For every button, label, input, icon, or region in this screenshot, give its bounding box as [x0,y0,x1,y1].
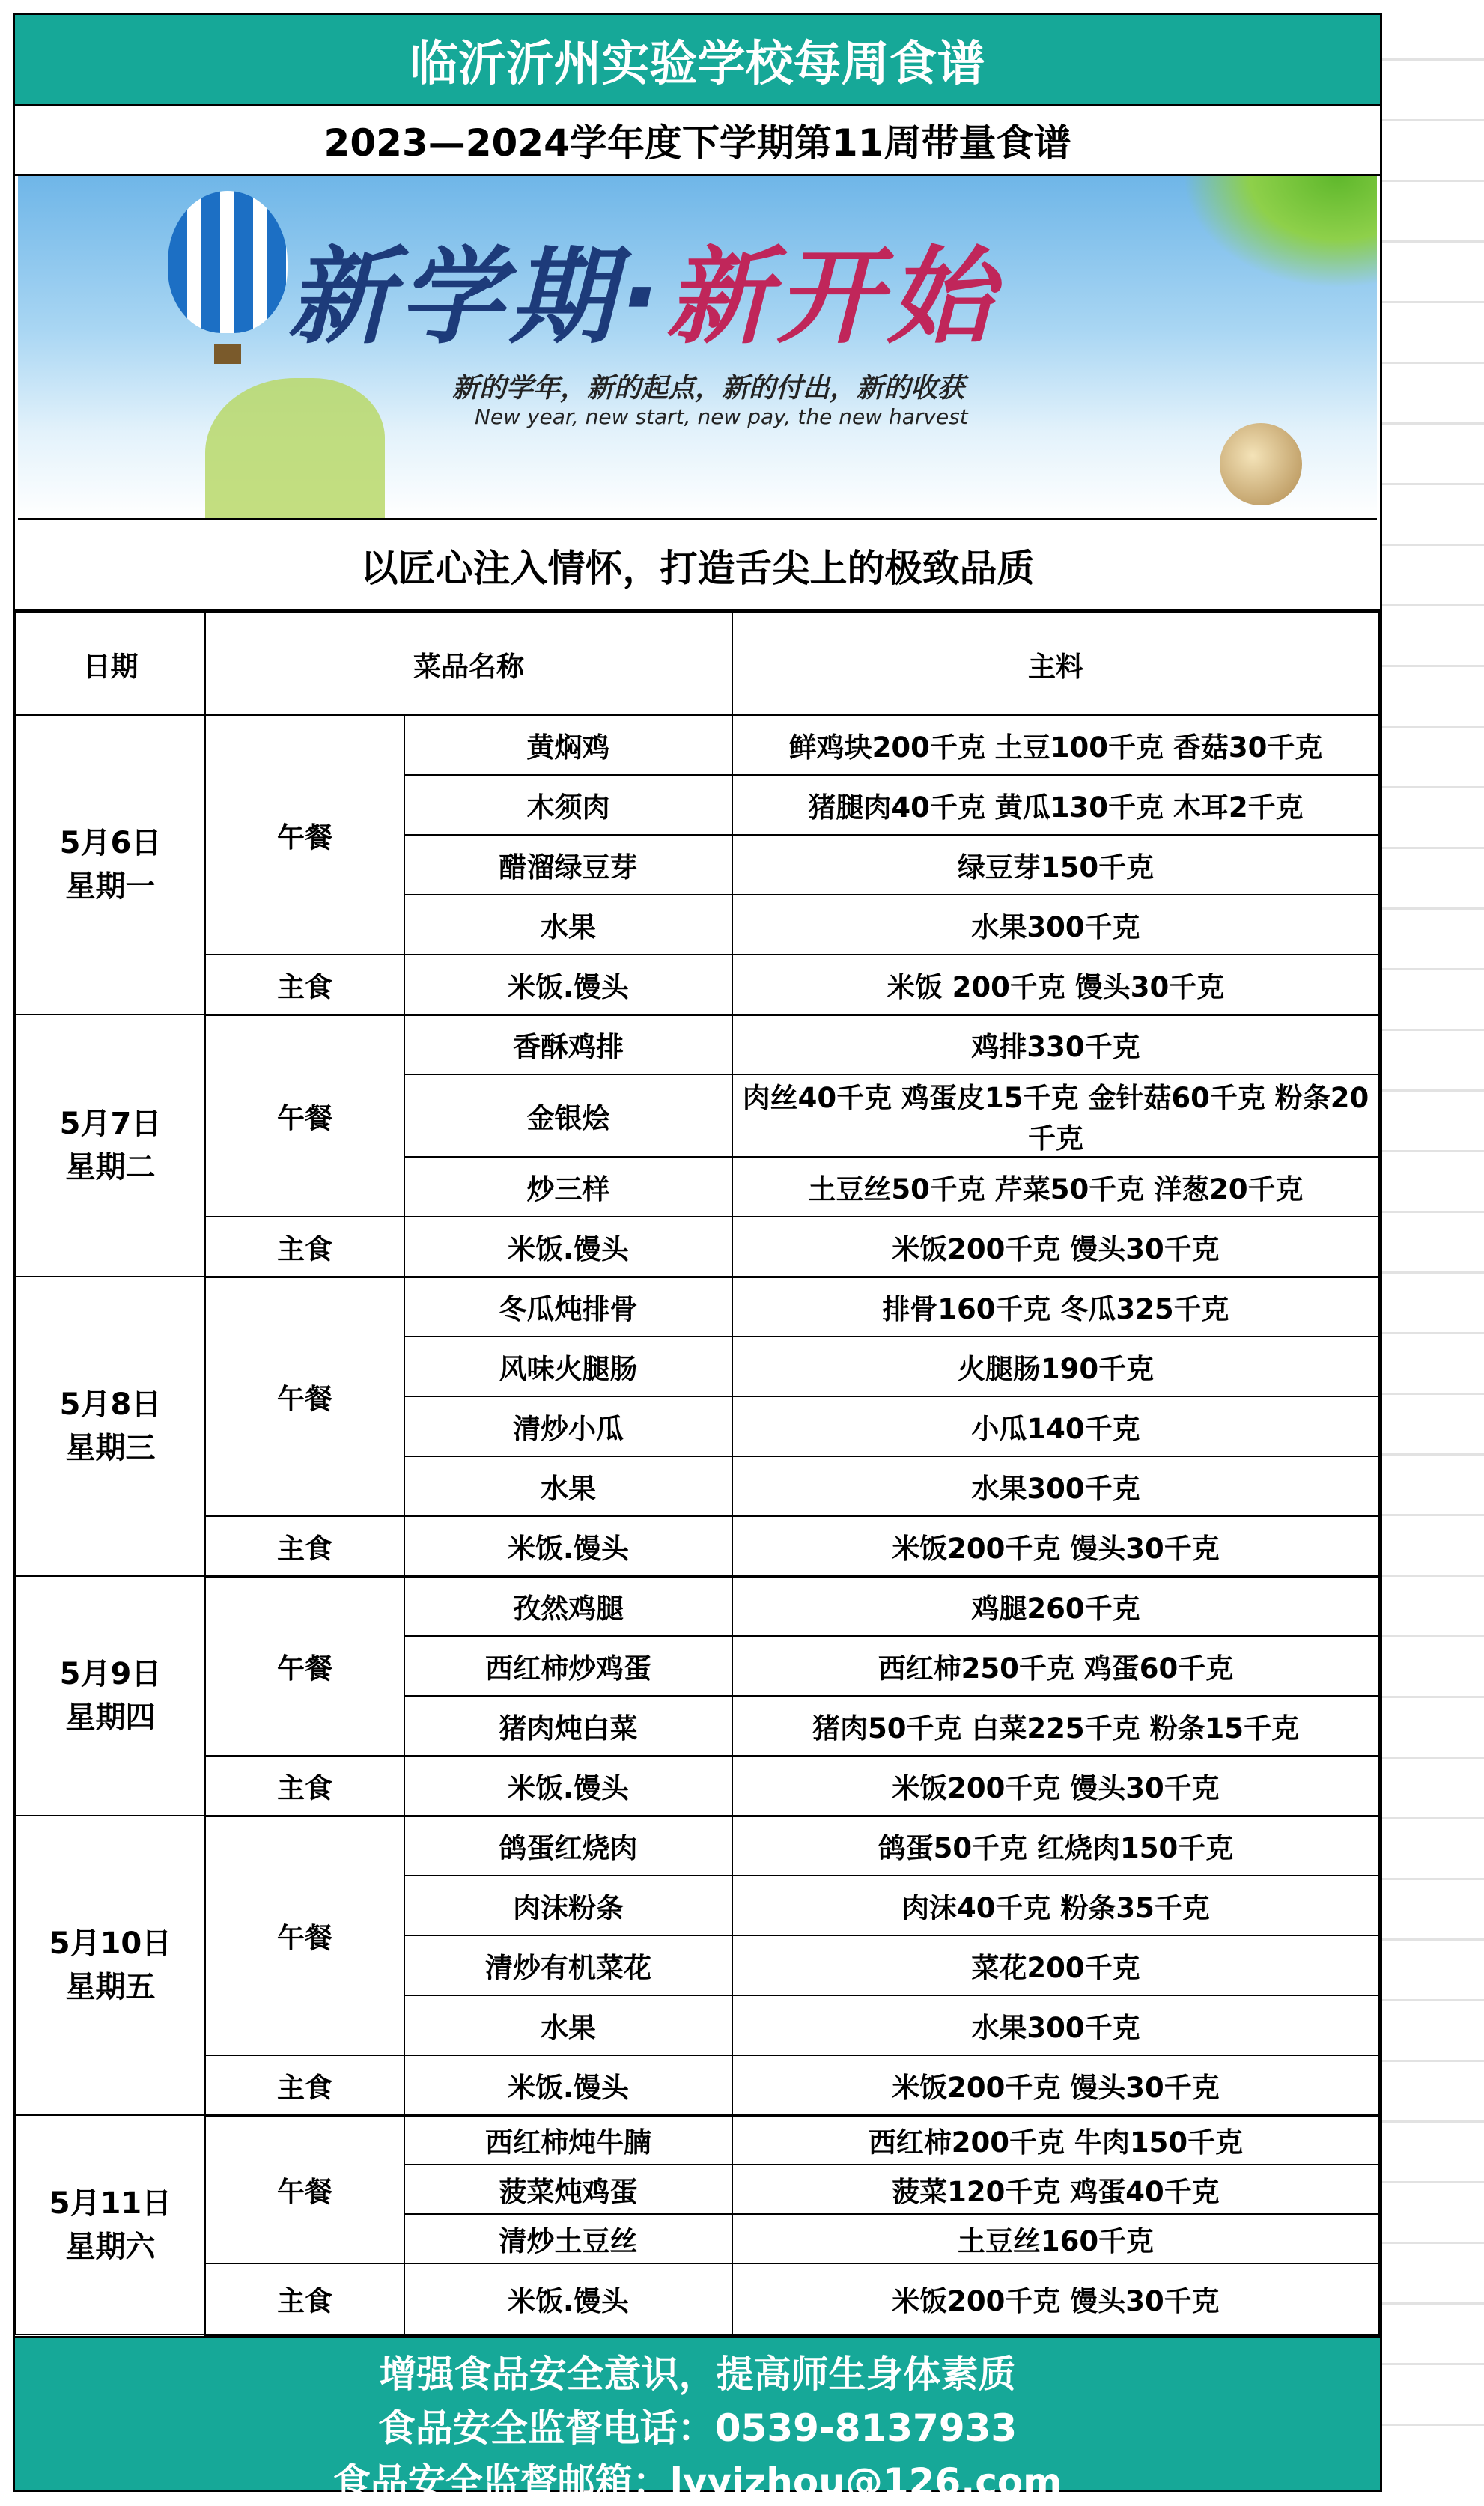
table-row [16,1516,1379,1576]
globe-icon [1220,423,1302,505]
banner-line-cn: 新的学年，新的起点，新的付出，新的收获 [452,373,965,404]
dish-ingredients: 西红柿250千克 鸡蛋60千克 [732,1636,1379,1696]
dish-ingredients: 米饭200千克 馒头30千克 [732,2055,1379,2115]
weekday: 星期一 [65,869,156,904]
table-row [16,1277,1379,1336]
date: 5月7日 [59,1107,162,1141]
headline-dot: · [620,237,666,359]
headline-part-1: 新学期 [288,237,621,359]
footer-slogan: 增强食品安全意识，提高师生身体素质 [379,2352,1016,2396]
weekday: 星期二 [65,1150,156,1184]
dish-name: 清炒小瓜 [404,1396,732,1456]
page-title: 临沂沂州实验学校每周食谱 [15,15,1380,106]
dish-name: 孜然鸡腿 [404,1576,732,1636]
balloon-basket-icon [214,344,241,364]
date: 5月8日 [59,1387,162,1422]
footer-phone: 食品安全监督电话：0539-8137933 [377,2406,1018,2450]
dish-name: 米饭.馒头 [404,1516,732,1576]
dish-name: 冬瓜炖排骨 [404,1277,732,1336]
weekday: 星期五 [65,1970,156,2004]
table-row [16,2115,1379,2165]
dish-ingredients: 鸡排330千克 [732,1015,1379,1074]
date: 5月9日 [59,1657,162,1691]
dish-ingredients: 小瓜140千克 [732,1396,1379,1456]
date: 5月11日 [49,2186,172,2221]
dish-name: 西红柿炒鸡蛋 [404,1636,732,1696]
dish-ingredients: 绿豆芽150千克 [732,835,1379,895]
dish-name: 香酥鸡排 [404,1015,732,1074]
date: 5月10日 [49,1926,172,1961]
dish-ingredients: 米饭 200千克 馒头30千克 [732,955,1379,1015]
header-dish: 菜品名称 [205,612,732,715]
weekday: 星期四 [65,1700,156,1735]
dish-name: 醋溜绿豆芽 [404,835,732,895]
dish-name: 炒三样 [404,1157,732,1217]
dish-name: 西红柿炖牛腩 [404,2115,732,2165]
dish-ingredients: 米饭200千克 馒头30千克 [732,2263,1379,2335]
table-row [16,955,1379,1015]
meal-type-lunch: 午餐 [205,715,404,955]
meal-type-lunch: 午餐 [205,1277,404,1516]
table-row [16,1217,1379,1277]
dish-name: 菠菜炖鸡蛋 [404,2165,732,2214]
dish-name: 水果 [404,1995,732,2055]
table-row [16,2263,1379,2335]
dish-ingredients: 土豆丝160千克 [732,2214,1379,2263]
banner-image [18,176,1377,520]
menu-subtitle: 2023—2024学年度下学期第11周带量食谱 [15,106,1380,176]
dish-name: 肉沫粉条 [404,1876,732,1935]
meal-type-lunch: 午餐 [205,2115,404,2263]
header-ingredients: 主料 [732,612,1379,715]
dish-ingredients: 肉丝40千克 鸡蛋皮15千克 金针菇60千克 粉条20千克 [732,1074,1379,1157]
dish-name: 米饭.馒头 [404,1217,732,1277]
meal-type-staple: 主食 [205,1516,404,1576]
dish-name: 米饭.馒头 [404,955,732,1015]
dish-ingredients: 米饭200千克 馒头30千克 [732,1217,1379,1277]
dish-ingredients: 猪肉50千克 白菜225千克 粉条15千克 [732,1696,1379,1756]
children-silhouette-icon [205,378,385,520]
date-cell [16,1277,205,1576]
footer-banner [15,2336,1380,2504]
table-header-row [16,612,1379,715]
dish-ingredients: 鸽蛋50千克 红烧肉150千克 [732,1816,1379,1876]
headline-part-2: 新开始 [666,237,999,359]
dish-ingredients: 排骨160千克 冬瓜325千克 [732,1277,1379,1336]
dish-ingredients: 肉沫40千克 粉条35千克 [732,1876,1379,1935]
dish-ingredients: 菜花200千克 [732,1935,1379,1995]
date-cell [16,2115,205,2335]
dish-ingredients: 鲜鸡块200千克 土豆100千克 香菇30千克 [732,715,1379,775]
date-cell [16,715,205,1015]
dish-name: 金银烩 [404,1074,732,1157]
dish-name: 米饭.馒头 [404,2055,732,2115]
date: 5月6日 [59,826,162,860]
table-row [16,1576,1379,1636]
dish-name: 清炒土豆丝 [404,2214,732,2263]
footer-email: 食品安全监督邮箱：lyyizhou@126.com [332,2460,1062,2504]
meal-type-lunch: 午餐 [205,1015,404,1217]
menu-sheet [13,13,1382,2504]
dish-name: 清炒有机菜花 [404,1935,732,1995]
hot-air-balloon-icon [168,191,288,333]
meal-type-staple: 主食 [205,1217,404,1277]
dish-name: 水果 [404,895,732,955]
meal-type-staple: 主食 [205,2055,404,2115]
dish-name: 鸽蛋红烧肉 [404,1816,732,1876]
meal-type-staple: 主食 [205,2263,404,2335]
dish-name: 风味火腿肠 [404,1336,732,1396]
banner-headline [288,213,998,364]
slogan: 以匠心注入情怀，打造舌尖上的极致品质 [15,520,1380,612]
table-row [16,1816,1379,1876]
header-date: 日期 [16,612,205,715]
weekday: 星期六 [65,2229,156,2264]
dish-ingredients: 米饭200千克 馒头30千克 [732,1516,1379,1576]
dish-name: 猪肉炖白菜 [404,1696,732,1756]
dish-ingredients: 水果300千克 [732,1995,1379,2055]
dish-ingredients: 米饭200千克 馒头30千克 [732,1756,1379,1816]
date-cell [16,1015,205,1277]
dish-ingredients: 西红柿200千克 牛肉150千克 [732,2115,1379,2165]
meal-type-staple: 主食 [205,955,404,1015]
meal-type-lunch: 午餐 [205,1816,404,2055]
date-cell [16,1816,205,2115]
table-row [16,1756,1379,1816]
dish-name: 米饭.馒头 [404,1756,732,1816]
dish-name: 米饭.馒头 [404,2263,732,2335]
dish-ingredients: 水果300千克 [732,895,1379,955]
dish-name: 水果 [404,1456,732,1516]
spreadsheet-gridlines [1382,0,1484,2465]
dish-name: 木须肉 [404,775,732,835]
meal-type-staple: 主食 [205,1756,404,1816]
meal-type-lunch: 午餐 [205,1576,404,1756]
leaves-decoration [1182,176,1377,288]
table-row [16,1015,1379,1074]
dish-name: 黄焖鸡 [404,715,732,775]
dish-ingredients: 水果300千克 [732,1456,1379,1516]
dish-ingredients: 火腿肠190千克 [732,1336,1379,1396]
date-cell [16,1576,205,1816]
dish-ingredients: 猪腿肉40千克 黄瓜130千克 木耳2千克 [732,775,1379,835]
menu-table [15,612,1380,2336]
dish-ingredients: 土豆丝50千克 芹菜50千克 洋葱20千克 [732,1157,1379,1217]
weekday: 星期三 [65,1431,156,1465]
dish-ingredients: 菠菜120千克 鸡蛋40千克 [732,2165,1379,2214]
table-row [16,715,1379,775]
dish-ingredients: 鸡腿260千克 [732,1576,1379,1636]
banner-line-en: New year, new start, new pay, the new harvest [475,404,968,429]
table-row [16,2055,1379,2115]
